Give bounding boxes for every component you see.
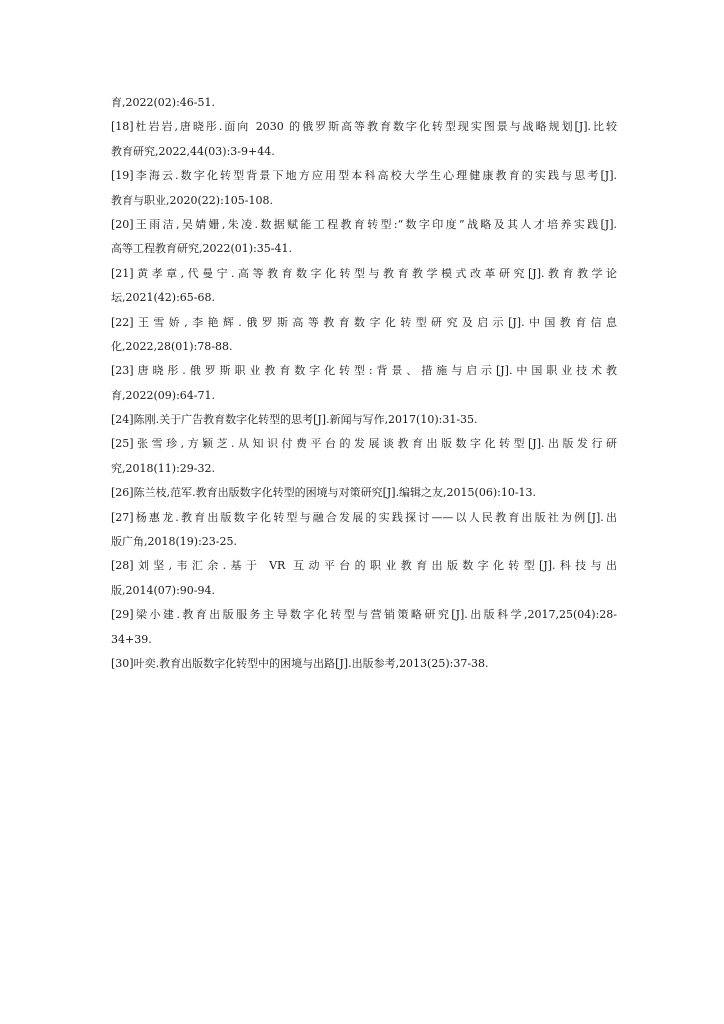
- reference-item: [111, 408, 617, 432]
- reference-list: [111, 91, 617, 676]
- reference-line: [29]梁小建.教育出版服务主导数字化转型与营销策略研究[J].出版科学,2017,25(04):28-: [111, 608, 617, 622]
- reference-item: [111, 115, 617, 164]
- reference-line: [18]杜岩岩,唐晓彤.面向 2030 的俄罗斯高等教育数字化转型现实图景与战略规划[J].比较: [111, 120, 617, 134]
- reference-line: [21]黄孝章,代曼宁.高等教育数字化转型与教育教学模式改革研究[J].教育教学论: [111, 266, 617, 280]
- reference-line: [25]张雪珍,方颖芝.从知识付费平台的发展谈教育出版数字化转型[J].出版发行研: [111, 437, 617, 451]
- reference-item: [111, 262, 617, 311]
- reference-line: [26]陈兰枝,范军.教育出版数字化转型的困境与对策研究[J].编辑之友,2015(06):10-13.: [111, 486, 537, 500]
- reference-item: [111, 432, 617, 481]
- reference-line: 版,2014(07):90-94.: [111, 583, 215, 597]
- reference-item: [111, 359, 617, 408]
- reference-line: 究,2018(11):29-32.: [111, 461, 215, 475]
- reference-item: [111, 506, 617, 555]
- reference-item: [111, 311, 617, 360]
- reference-line: [30]叶奕.教育出版数字化转型中的困境与出路[J].出版参考,2013(25):37-38.: [111, 656, 489, 670]
- reference-line: [23]唐晓彤.俄罗斯职业教育数字化转型:背景、措施与启示[J].中国职业技术教: [111, 364, 617, 378]
- reference-item: [111, 91, 617, 115]
- reference-line: [27]杨惠龙.教育出版数字化转型与融合发展的实践探讨——以人民教育出版社为例[J].出: [111, 510, 617, 524]
- reference-item: [111, 554, 617, 603]
- reference-line: 教育研究,2022,44(03):3-9+44.: [111, 144, 275, 158]
- reference-line: 育,2022(09):64-71.: [111, 388, 215, 402]
- reference-line: [28]刘坚,韦汇余.基于 VR 互动平台的职业教育出版数字化转型[J].科技与出: [111, 559, 617, 573]
- reference-line: 坛,2021(42):65-68.: [111, 291, 215, 305]
- reference-item: [111, 481, 617, 505]
- reference-item: [111, 164, 617, 213]
- reference-line: 育,2022(02):46-51.: [111, 96, 215, 109]
- reference-item: [111, 603, 617, 652]
- reference-line: [19]李海云.数字化转型背景下地方应用型本科高校大学生心理健康教育的实践与思考[J].: [111, 169, 617, 183]
- reference-line: 化,2022,28(01):78-88.: [111, 339, 233, 353]
- reference-line: [20]王雨洁,吴婧姗,朱凌.数据赋能工程教育转型:“数字印度”战略及其人才培养实践[J].: [111, 217, 617, 231]
- reference-item: [111, 213, 617, 262]
- reference-line: 34+39.: [111, 632, 152, 646]
- reference-line: [24]陈刚.关于广告教育数字化转型的思考[J].新闻与写作,2017(10):31-35.: [111, 413, 478, 427]
- reference-line: 教育与职业,2020(22):105-108.: [111, 193, 273, 207]
- reference-line: 版广角,2018(19):23-25.: [111, 535, 237, 549]
- reference-line: 高等工程教育研究,2022(01):35-41.: [111, 242, 292, 256]
- reference-line: [22]王雪娇,李艳辉.俄罗斯高等教育数字化转型研究及启示[J].中国教育信息: [111, 315, 617, 329]
- reference-item: [111, 652, 617, 676]
